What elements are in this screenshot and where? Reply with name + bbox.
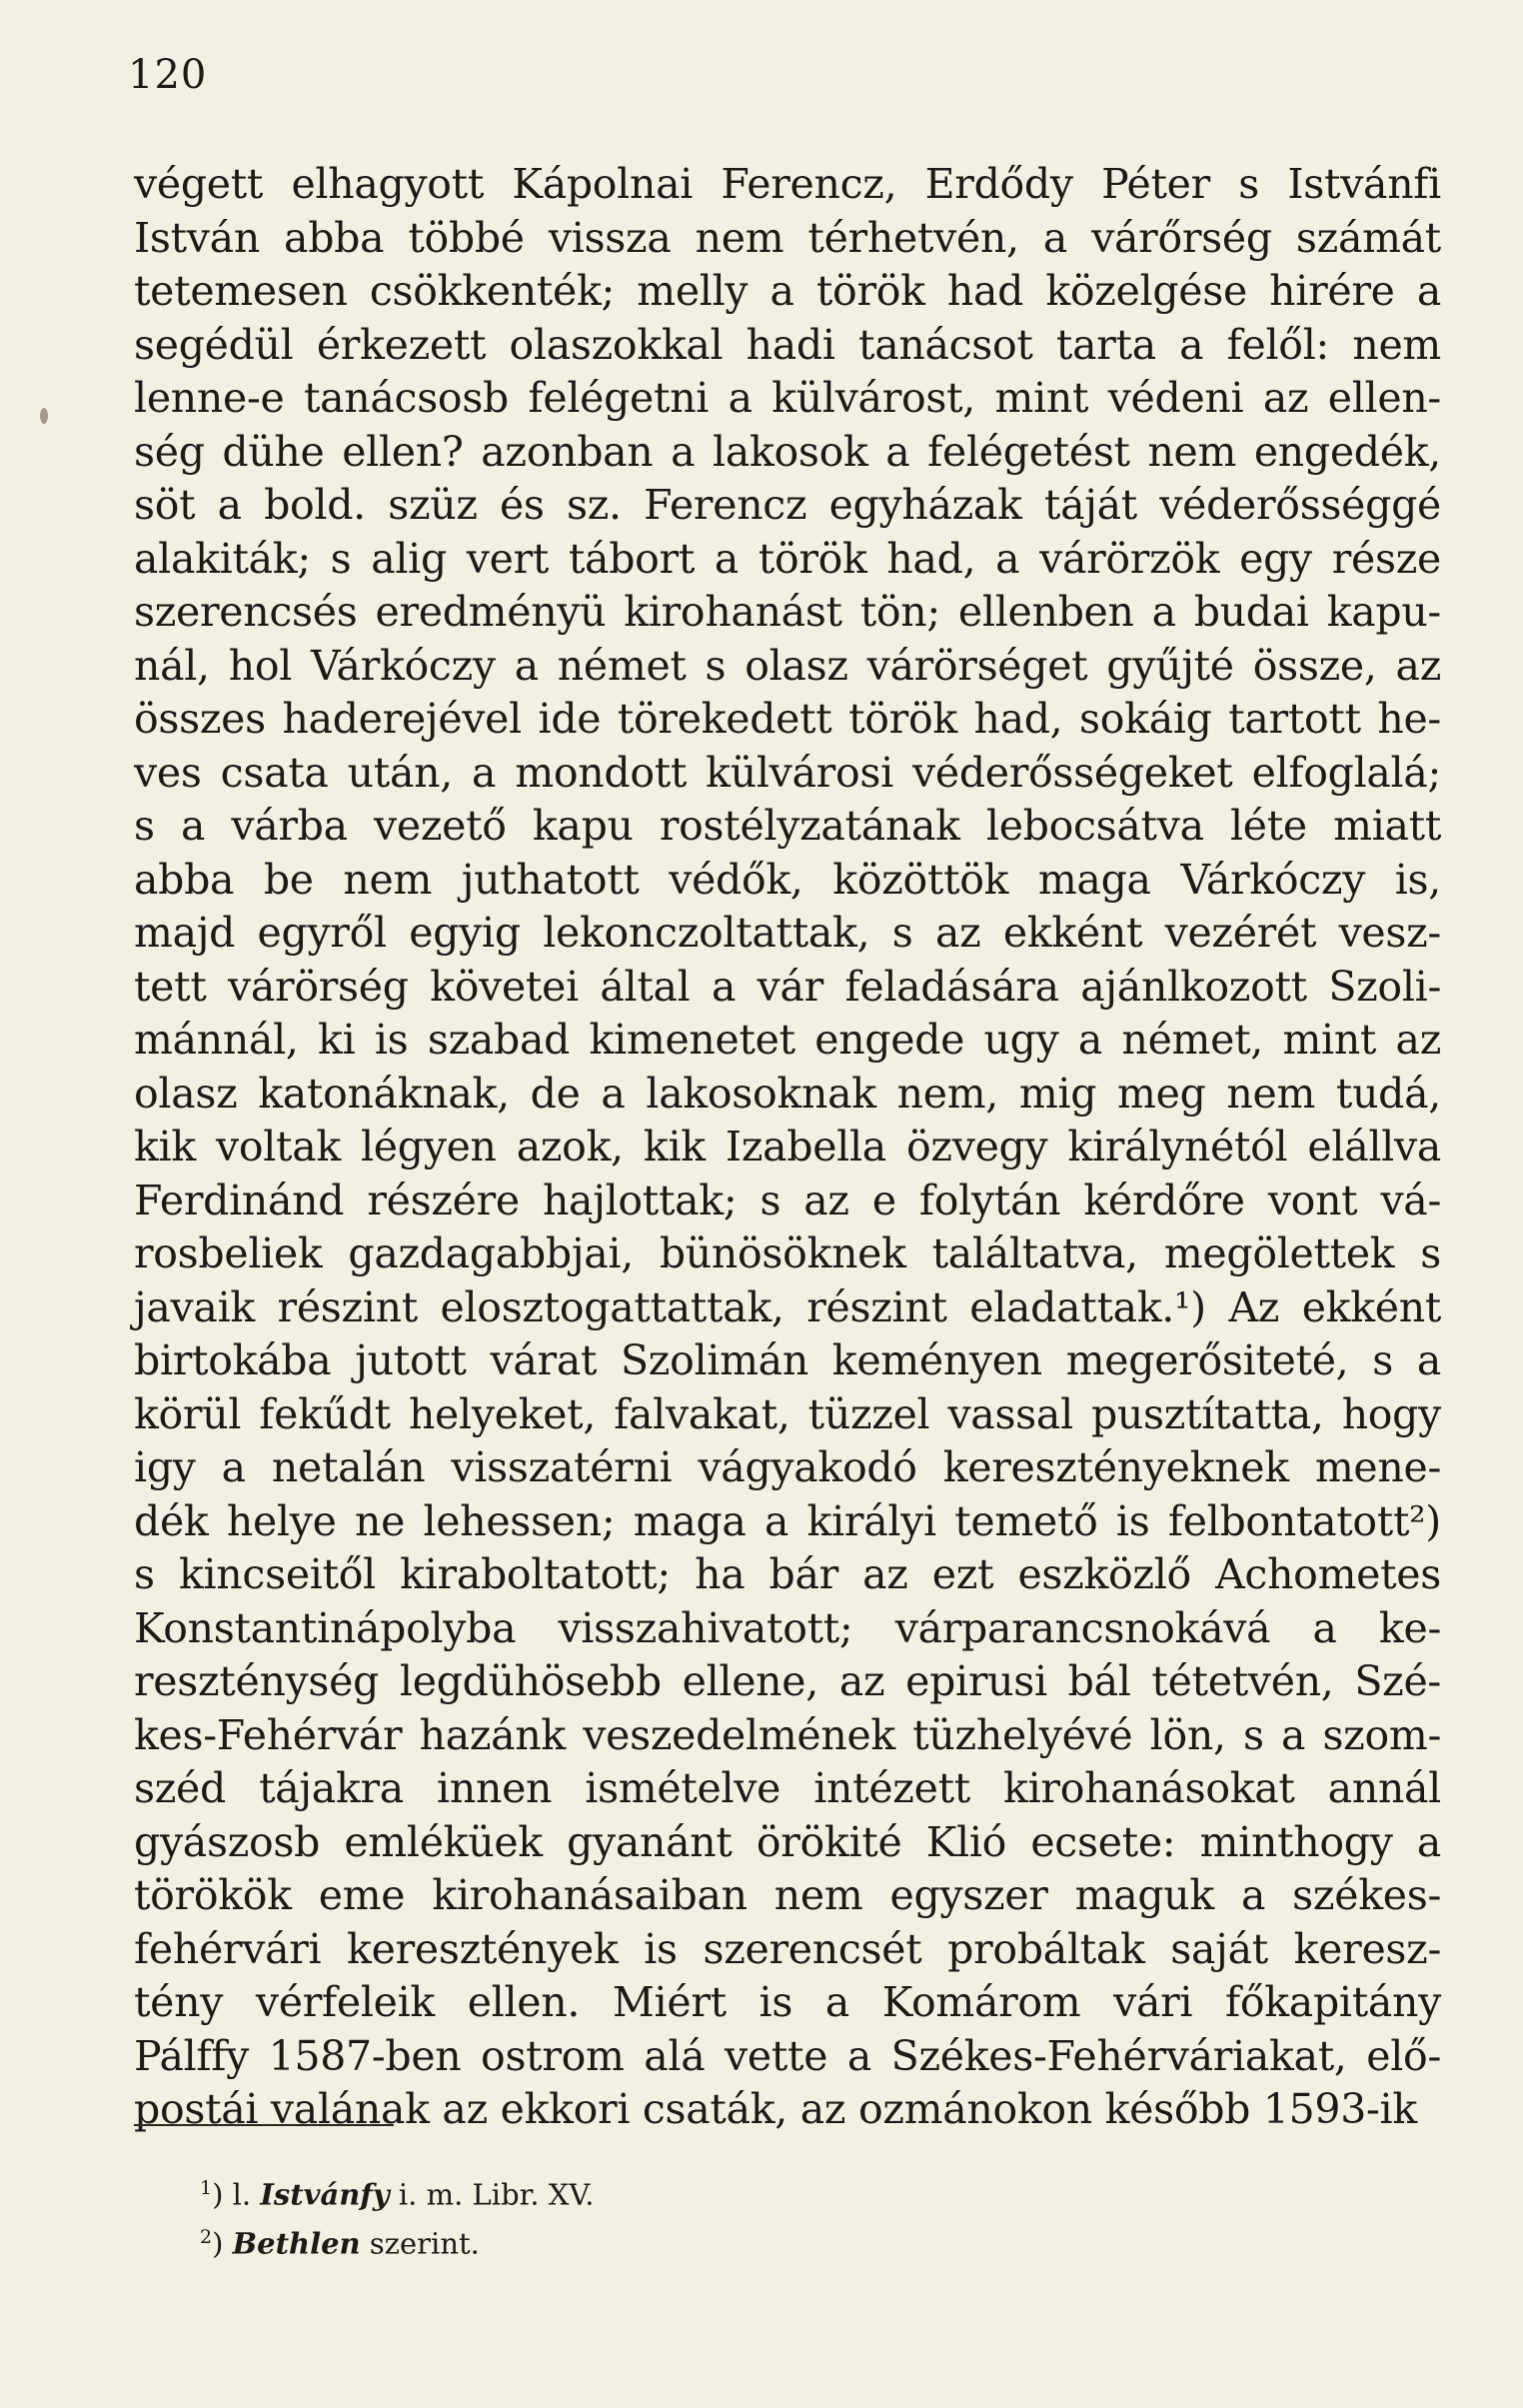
text-line: törökök eme kirohanásaiban nem egyszer maguk a székes-	[134, 1871, 1441, 1919]
text-line: birtokába jutott várat Szolimán keményen megerősiteté, s a	[134, 1336, 1441, 1384]
footnote	[200, 2216, 595, 2265]
text-line: rosbeliek gazdagabbjai, bünösöknek találtatva, megölettek s	[134, 1229, 1441, 1277]
text-line: tény vérfeleik ellen. Miért is a Komárom vári főkapitány	[134, 1978, 1441, 2026]
text-line: nál, hol Várkóczy a német s olasz várörséget gyűjté össze, az	[134, 641, 1441, 690]
text-line: olasz katonáknak, de a lakosoknak nem, mig meg nem tudá,	[134, 1069, 1441, 1118]
footnote	[200, 2167, 595, 2216]
text-line: Konstantinápolyba visszahivatott; várparancsnokává a ke-	[134, 1603, 1441, 1652]
text-line: abba be nem juthatott védők, közöttök maga Várkóczy is,	[134, 855, 1441, 904]
text-line: majd egyről egyig lekonczoltattak, s az ekként vezérét vesz-	[134, 909, 1441, 957]
text-line: Ferdinánd részére hajlottak; s az e folytán kérdőre vont vá-	[134, 1176, 1441, 1224]
text-line: Pálffy 1587-ben ostrom alá vette a Székes-Fehérváriakat, elő-	[134, 2031, 1441, 2080]
text-line: s kincseitől kiraboltatott; ha bár az ezt eszközlő Achometes	[134, 1550, 1441, 1598]
footnote-divider	[134, 2124, 394, 2126]
text-line: s a várba vezető kapu rostélyzatának lebocsátva léte miatt	[134, 802, 1441, 850]
text-line: javaik részint elosztogattattak, részint eladattak.¹) Az ekként	[134, 1282, 1441, 1331]
page-number: 120	[128, 52, 208, 98]
text-line: ves csata után, a mondott külvárosi véderősségeket elfoglalá;	[134, 748, 1441, 797]
text-line: fehérvári keresztények is szerencsét probáltak saját keresz-	[134, 1924, 1441, 1973]
text-line: széd tájakra innen ismételve intézett kirohanásokat annál	[134, 1764, 1441, 1812]
text-line: reszténység legdühösebb ellene, az epirusi bál tétetvén, Szé-	[134, 1657, 1441, 1705]
text-line: tetemesen csökkenték; melly a török had közelgése hirére a	[134, 267, 1441, 315]
footnotes	[200, 2167, 595, 2264]
text-line: szerencsés eredményü kirohanást tön; ellenben a budai kapu-	[134, 588, 1441, 636]
footnote-mark: 1	[200, 2177, 213, 2199]
body-text	[134, 158, 1441, 2137]
text-line: lenne-e tanácsosb felégetni a külvárost, mint védeni az ellen-	[134, 374, 1441, 422]
text-line: István abba többé vissza nem térhetvén, a várőrség számát	[134, 213, 1441, 262]
text-line: igy a netalán visszatérni vágyakodó keresztényeknek mene-	[134, 1443, 1441, 1491]
text-line: söt a bold. szüz és sz. Ferencz egyházak táját véderősséggé	[134, 481, 1441, 529]
text-line: kik voltak légyen azok, kik Izabella özvegy királynétól elállva	[134, 1123, 1441, 1171]
footnote-text: szerint.	[360, 2226, 480, 2261]
footnote-prefix: ) l.	[212, 2177, 261, 2212]
text-line: kes-Fehérvár hazánk veszedelmének tüzhelyévé lön, s a szom-	[134, 1710, 1441, 1759]
footnote-author: Bethlen	[232, 2226, 361, 2261]
footnote-mark: 2	[200, 2225, 213, 2248]
text-line: postái valának az ekkori csaták, az ozmánokon később 1593-ik	[134, 2085, 1417, 2133]
text-line: mánnál, ki is szabad kimenetet engede ugy a német, mint az	[134, 1016, 1441, 1064]
footnote-prefix: )	[212, 2226, 233, 2261]
text-line: összes haderejével ide törekedett török had, sokáig tartott he-	[134, 695, 1441, 743]
paper-speck	[40, 408, 48, 424]
text-line: gyászosb emléküek gyanánt örökité Klió ecsete: minthogy a	[134, 1817, 1441, 1866]
text-line: dék helye ne lehessen; maga a királyi temető is felbontatott²)	[134, 1496, 1441, 1545]
text-line: alakiták; s alig vert tábort a török had, a várörzök egy része	[134, 534, 1441, 583]
text-line: végett elhagyott Kápolnai Ferencz, Erdődy Péter s Istvánfi	[134, 160, 1441, 208]
footnote-text: i. m. Libr. XV.	[389, 2177, 595, 2212]
text-line: tett várörség követei által a vár feladására ajánlkozott Szoli-	[134, 962, 1441, 1011]
text-line: körül fekűdt helyeket, falvakat, tüzzel vassal pusztítatta, hogy	[134, 1389, 1441, 1438]
footnote-author: Istvánfy	[260, 2177, 390, 2212]
text-line: segédül érkezett olaszokkal hadi tanácsot tarta a felől: nem	[134, 320, 1441, 369]
text-line: ség dühe ellen? azonban a lakosok a felégetést nem engedék,	[134, 427, 1441, 476]
